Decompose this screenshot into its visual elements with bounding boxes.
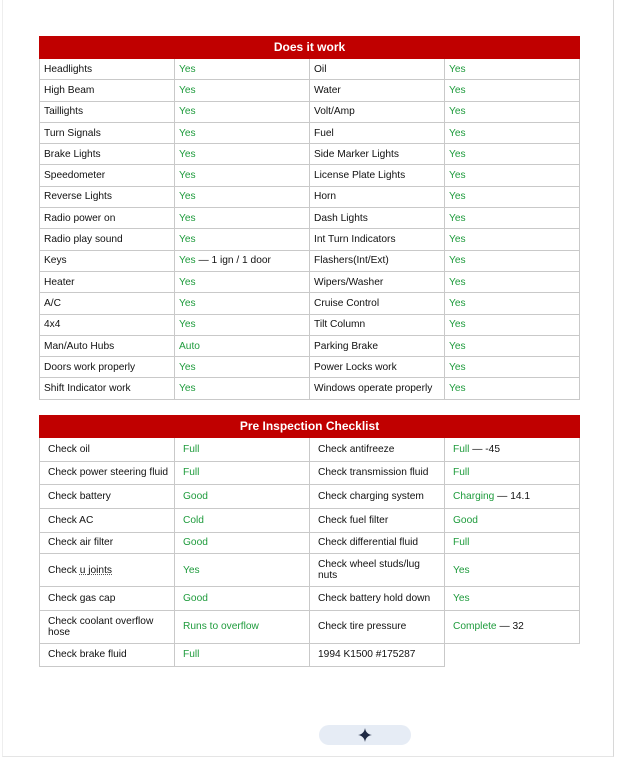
status-note: — 1 ign / 1 door xyxy=(195,255,271,267)
status-value: Yes xyxy=(449,127,466,139)
item-label: Headlights xyxy=(40,59,175,80)
item-label: Radio play sound xyxy=(40,229,175,250)
item-value xyxy=(445,357,580,378)
check-value xyxy=(445,461,580,485)
item-label: Power Locks work xyxy=(310,357,445,378)
item-label: Windows operate properly xyxy=(310,378,445,399)
check-label: Check battery hold down xyxy=(310,587,445,611)
table-row xyxy=(40,532,580,554)
item-label: Fuel xyxy=(310,122,445,143)
check-label: Check AC xyxy=(40,509,175,533)
item-value xyxy=(445,59,580,80)
table-row xyxy=(40,643,580,667)
check-value: Cold xyxy=(175,509,310,533)
table-row xyxy=(40,101,580,122)
item-value xyxy=(175,378,310,399)
status-note: — -45 xyxy=(469,443,500,455)
item-label: Oil xyxy=(310,59,445,80)
check-value: Full xyxy=(175,438,310,462)
table-row xyxy=(40,271,580,292)
check-value xyxy=(445,643,580,667)
table-title: Pre Inspection Checklist xyxy=(40,416,580,438)
check-value xyxy=(445,509,580,533)
item-value xyxy=(445,165,580,186)
table-row xyxy=(40,144,580,165)
item-label: License Plate Lights xyxy=(310,165,445,186)
item-value xyxy=(175,335,310,356)
pre-inspection-table xyxy=(39,415,580,667)
item-value xyxy=(445,122,580,143)
table-row xyxy=(40,314,580,335)
check-label: Check power steering fluid xyxy=(40,461,175,485)
status-value: Yes xyxy=(449,84,466,96)
status-value: Yes xyxy=(449,106,466,118)
item-label: Radio power on xyxy=(40,208,175,229)
item-label: Wipers/Washer xyxy=(310,271,445,292)
table-row xyxy=(40,229,580,250)
check-label-underlined: u joints xyxy=(79,564,112,576)
item-value xyxy=(175,314,310,335)
check-label: Check tire pressure xyxy=(310,610,445,643)
check-value: Runs to overflow xyxy=(175,610,310,643)
check-value xyxy=(445,438,580,462)
item-label: Shift Indicator work xyxy=(40,378,175,399)
check-label: Check battery xyxy=(40,485,175,509)
item-label: Turn Signals xyxy=(40,122,175,143)
status-note: — 32 xyxy=(496,621,524,632)
item-value xyxy=(445,186,580,207)
status-value: Yes xyxy=(449,276,466,288)
item-label: 4x4 xyxy=(40,314,175,335)
check-label: Check antifreeze xyxy=(310,438,445,462)
item-value xyxy=(175,250,310,271)
status-value: Yes xyxy=(179,106,196,118)
status-value: Yes xyxy=(449,383,466,395)
item-label: High Beam xyxy=(40,80,175,101)
item-label: Horn xyxy=(310,186,445,207)
status-value: Yes xyxy=(179,255,196,267)
check-label: Check wheel studs/lug nuts xyxy=(310,554,445,587)
check-value: Good xyxy=(175,485,310,509)
check-value: Full xyxy=(175,643,310,667)
item-label: Speedometer xyxy=(40,165,175,186)
check-label: Check differential fluid xyxy=(310,532,445,554)
item-value xyxy=(175,59,310,80)
table-row xyxy=(40,378,580,399)
item-value xyxy=(445,293,580,314)
table-row xyxy=(40,438,580,462)
check-label: Check gas cap xyxy=(40,587,175,611)
table-row xyxy=(40,80,580,101)
table-row xyxy=(40,122,580,143)
status-value: Yes xyxy=(453,592,470,604)
check-label: Check oil xyxy=(40,438,175,462)
item-label: Reverse Lights xyxy=(40,186,175,207)
status-value: Auto xyxy=(179,340,200,352)
item-label: Parking Brake xyxy=(310,335,445,356)
status-value: Full xyxy=(453,537,470,549)
item-label: Flashers(Int/Ext) xyxy=(310,250,445,271)
item-label: Taillights xyxy=(40,101,175,122)
status-value: Yes xyxy=(449,319,466,331)
item-value xyxy=(175,271,310,292)
table-row xyxy=(40,554,580,587)
table-row xyxy=(40,509,580,533)
status-value: Yes xyxy=(449,255,466,267)
table-row xyxy=(40,59,580,80)
item-value xyxy=(175,144,310,165)
item-label: Dash Lights xyxy=(310,208,445,229)
item-value xyxy=(445,271,580,292)
status-value: Yes xyxy=(179,361,196,373)
status-value: Yes xyxy=(179,383,196,395)
table-row xyxy=(40,208,580,229)
status-value: Yes xyxy=(179,276,196,288)
status-value: Charging xyxy=(453,491,495,502)
item-label: Side Marker Lights xyxy=(310,144,445,165)
item-label: Man/Auto Hubs xyxy=(40,335,175,356)
check-label: Check brake fluid xyxy=(40,643,175,667)
status-value: Complete xyxy=(453,621,497,632)
status-value: Yes xyxy=(449,234,466,246)
table-row xyxy=(40,186,580,207)
item-label: Keys xyxy=(40,250,175,271)
item-value xyxy=(445,229,580,250)
item-label: Brake Lights xyxy=(40,144,175,165)
status-value: Yes xyxy=(449,340,466,352)
check-value xyxy=(445,587,580,611)
status-value: Yes xyxy=(449,297,466,309)
table-title: Does it work xyxy=(40,37,580,59)
status-value: Yes xyxy=(449,212,466,224)
item-value xyxy=(445,378,580,399)
table-row xyxy=(40,335,580,356)
status-value: Full xyxy=(453,443,470,455)
status-value: Yes xyxy=(179,319,196,331)
status-value: Yes xyxy=(179,127,196,139)
check-label: Check air filter xyxy=(40,532,175,554)
table-row xyxy=(40,250,580,271)
item-value xyxy=(445,144,580,165)
item-label: Water xyxy=(310,80,445,101)
item-value xyxy=(175,122,310,143)
item-value xyxy=(445,314,580,335)
table-row xyxy=(40,165,580,186)
check-label-text: Check xyxy=(48,564,80,576)
item-value xyxy=(175,229,310,250)
status-note: — 14.1 xyxy=(494,491,531,502)
item-value xyxy=(445,335,580,356)
item-value xyxy=(175,101,310,122)
table-row xyxy=(40,293,580,314)
table-row xyxy=(40,485,580,509)
item-value xyxy=(175,293,310,314)
item-label: Tilt Column xyxy=(310,314,445,335)
check-value: Good xyxy=(175,587,310,611)
table-row xyxy=(40,357,580,378)
check-label: Check fuel filter xyxy=(310,509,445,533)
check-value: Good xyxy=(175,532,310,554)
check-label: Check coolant overflow hose xyxy=(40,610,175,643)
item-label: A/C xyxy=(40,293,175,314)
status-value: Yes xyxy=(449,191,466,203)
item-label: Int Turn Indicators xyxy=(310,229,445,250)
item-value xyxy=(175,165,310,186)
check-value xyxy=(445,554,580,587)
status-value: Good xyxy=(453,514,478,526)
status-value: Yes xyxy=(449,170,466,182)
item-label: Doors work properly xyxy=(40,357,175,378)
item-label: Heater xyxy=(40,271,175,292)
table-row xyxy=(40,461,580,485)
check-value: Full xyxy=(175,461,310,485)
status-value: Yes xyxy=(449,63,466,75)
does-it-work-table xyxy=(39,36,580,400)
status-value: Yes xyxy=(179,170,196,182)
status-value: Yes xyxy=(179,191,196,203)
status-value: Yes xyxy=(453,564,470,576)
status-value: Yes xyxy=(179,212,196,224)
item-value xyxy=(175,208,310,229)
status-value: Yes xyxy=(179,84,196,96)
status-value: Yes xyxy=(179,148,196,160)
item-value xyxy=(445,208,580,229)
item-value xyxy=(175,357,310,378)
item-value xyxy=(445,80,580,101)
gemini-button[interactable] xyxy=(319,725,411,745)
table-row xyxy=(40,610,580,643)
status-value: Yes xyxy=(179,297,196,309)
sparkle-icon xyxy=(358,728,372,742)
check-label xyxy=(40,554,175,587)
status-value: Yes xyxy=(179,63,196,75)
item-label: Cruise Control xyxy=(310,293,445,314)
status-value: Yes xyxy=(449,148,466,160)
check-value xyxy=(445,485,580,509)
check-label: 1994 K1500 #175287 xyxy=(310,643,445,667)
item-value xyxy=(445,250,580,271)
check-label: Check charging system xyxy=(310,485,445,509)
check-value xyxy=(445,532,580,554)
check-label: Check transmission fluid xyxy=(310,461,445,485)
item-value xyxy=(175,80,310,101)
item-value xyxy=(445,101,580,122)
check-value xyxy=(445,610,580,643)
status-value: Yes xyxy=(179,234,196,246)
item-value xyxy=(175,186,310,207)
status-value: Yes xyxy=(449,361,466,373)
item-label: Volt/Amp xyxy=(310,101,445,122)
table-row xyxy=(40,587,580,611)
check-value: Yes xyxy=(175,554,310,587)
status-value: Full xyxy=(453,467,470,479)
